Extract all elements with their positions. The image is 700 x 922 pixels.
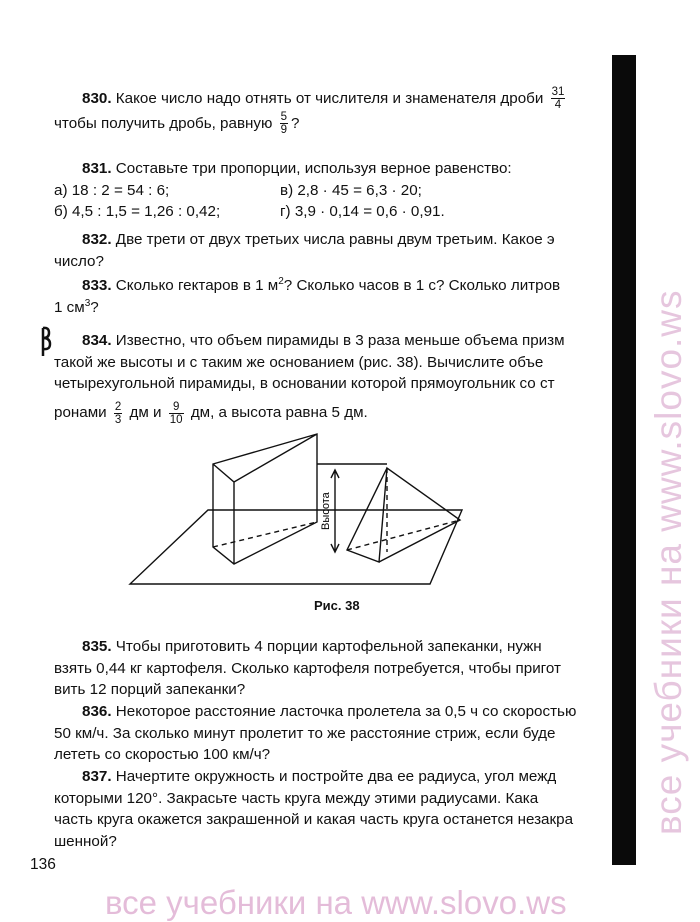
figure-38-prism-pyramid <box>125 432 465 592</box>
prism-hidden <box>213 522 317 547</box>
list-item: б) 4,5 : 1,5 = 1,26 : 0,42; <box>54 203 221 220</box>
height-label: Высота <box>320 492 332 530</box>
marker-icon <box>40 324 52 358</box>
fraction: $\frac{5}{9}$ <box>280 111 288 136</box>
side-watermark: все учебники на www.slovo.ws <box>648 289 689 835</box>
fraction: $\frac{31}{4}$ <box>551 86 565 111</box>
list-item: г) 3,9 · 0,14 = 0,6 · 0,91. <box>280 203 445 220</box>
problem-830: 830. Какое число надо отнять от числителя и знаменателя дроби $\frac{31}{4}$ чтобы получить дробь, равную $\frac{5}{9}$ ? <box>54 86 565 136</box>
problem-831: 831. Составьте три пропорции, используя верное равенство: а) 18 : 2 = 54 : 6; в) 2,8 · 45 = 6,3 · 20; б) 4,5 : 1,5 = 1,26 : 0,42; г) 3,9 · 0,14 = 0,6 · 0,91. <box>82 158 610 223</box>
list-item: а) 18 : 2 = 54 : 6; <box>54 181 170 199</box>
problem-837: 837. Начертите окружность и постройте два ее радиуса, угол межд которыми 120°. Закрасьте часть круга между этими радиусами. Кака часть круга окажется закрашенной и какая часть круга останется незакра шенной? <box>54 768 574 850</box>
problem-832: 832. Две трети от двух третьих числа равны двум третьим. Какое э число? <box>54 231 555 270</box>
base-plane <box>130 510 462 584</box>
page-number: 136 <box>30 856 56 873</box>
prism <box>213 434 317 564</box>
list-item: в) 2,8 · 45 = 6,3 · 20; <box>280 181 422 199</box>
fraction: $\frac{9}{10}$ <box>169 400 183 426</box>
pyramid <box>347 468 460 562</box>
problem-834: 834. Известно, что объем пирамиды в 3 раза меньше объема призм такой же высоты и с таким же основанием (рис. 38). Вычислите объе четырехугольной пирамиды, в основании которой прямоугольник со ст ронами $\frac{2}{3}$ дм и $\frac{9}{10}$ дм, а высота равна 5 дм. <box>54 332 565 426</box>
problem-836: 836. Некоторое расстояние ласточка пролетела за 0,5 ч со скоростью 50 км/ч. За сколько минут пролетит то же расстояние стриж, если буде лететь со скоростью 100 км/ч? <box>54 703 577 763</box>
height-arrow <box>331 470 339 552</box>
fraction: $\frac{2}{3}$ <box>114 400 122 426</box>
scan-edge-shadow <box>612 55 636 865</box>
bottom-watermark: все учебники на www.slovo.ws <box>105 884 567 921</box>
problem-833: 833. Сколько гектаров в 1 $м^2$? Сколько часов в 1 с? Сколько литров 1 $см^3$? <box>54 275 561 316</box>
figure-caption: Рис. 38 <box>314 598 360 613</box>
problem-835: 835. Чтобы приготовить 4 порции картофельной запеканки, нужн взять 0,44 кг картофеля. Сколько картофеля потребуется, чтобы пригот вить 12 порций запеканки? <box>54 638 561 698</box>
